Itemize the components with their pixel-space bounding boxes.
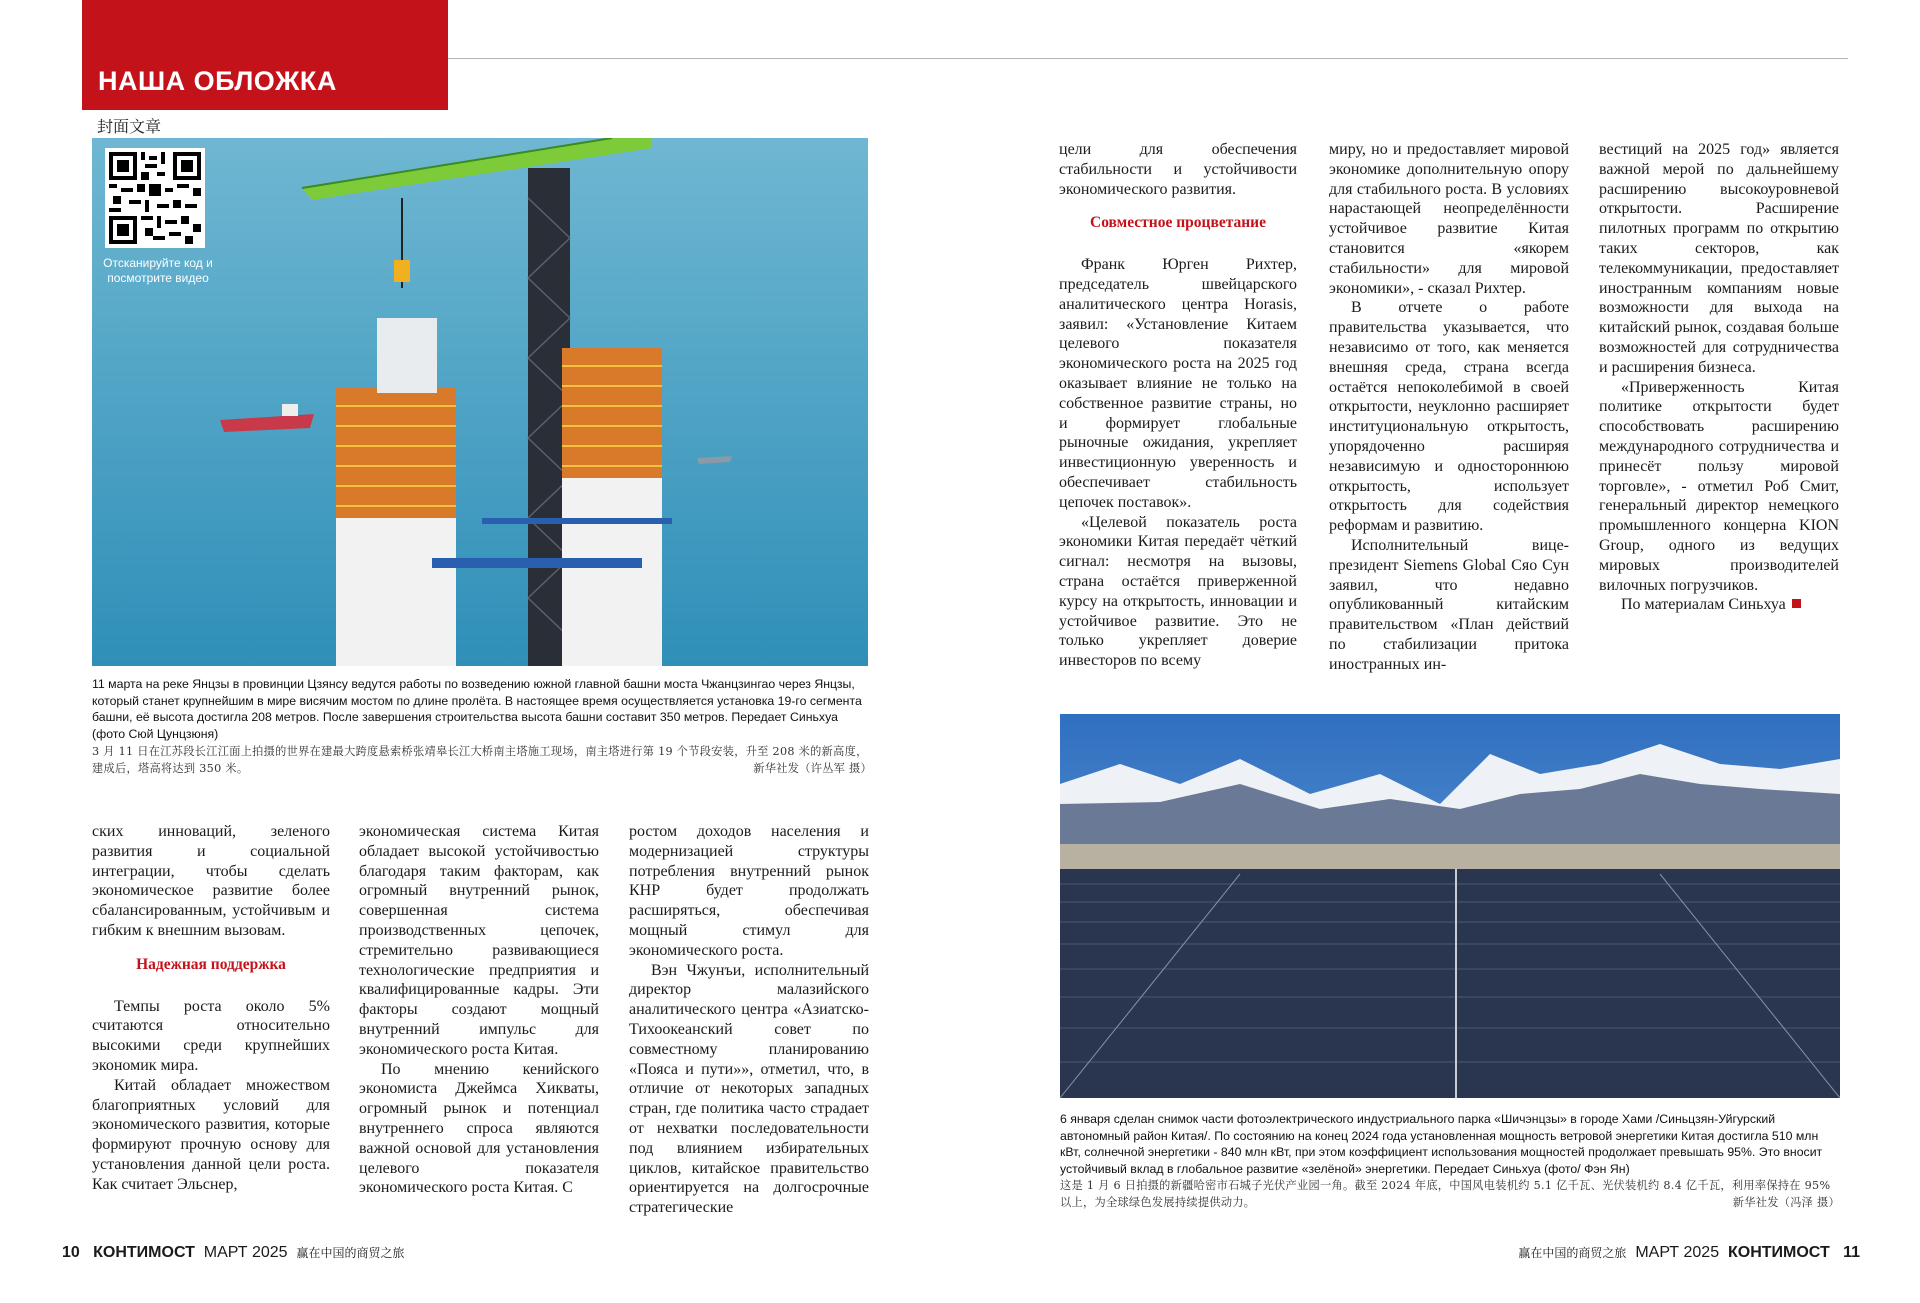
- left-page-number: 10: [62, 1244, 80, 1261]
- right-column-2: [1329, 140, 1569, 675]
- paragraph: экономическая система Китая обладает высокой устойчивостью благодаря таким факторам, как огромный внутренний рынок, совершенная система производственных цепочек, стремительно развивающиеся технологические предприятия и квалифицированные кадры. Эти факторы создают мощный внутренний импульс для экономического роста Китая.: [359, 823, 599, 1058]
- paragraph: По мнению кенийского экономиста Джеймса Хикваты, огромный рынок и потенциал внутреннего спроса являются важной основой для установления целевого показателя экономического роста Китая. С: [359, 1060, 599, 1197]
- paragraph: ростом доходов населения и модернизацией структуры потребления внутренний рынок КНР будет продолжать расширяться, обеспечивая мощный стимул для экономического роста.: [629, 823, 869, 959]
- right-page-number: 11: [1843, 1244, 1860, 1261]
- photo2-caption-cn: [1060, 1177, 1840, 1211]
- left-page-footer: [62, 1244, 404, 1262]
- section-title: НАША ОБЛОЖКА: [98, 66, 337, 96]
- section-subtitle-cn: 封面文章: [97, 117, 162, 136]
- top-divider: [448, 58, 1848, 59]
- left-column-1: [92, 822, 330, 1195]
- right-column-3: [1599, 140, 1839, 615]
- paragraph: В отчете о работе правительства указывается, что независимо от того, как меняется внешняя среда, страна всегда остаётся непоколебимой в своей открытости, неуклонно расширяет институциональную открытость, упорядоченно расширяя независимую и одностороннюю открытость, использует открытость для содействия реформам и развитию.: [1329, 299, 1569, 535]
- paragraph: вестиций на 2025 год» является важной мерой по дальнейшему расширению высокоуровневой открытости. Расширение пилотных программ по открытию таких секторов, как телекоммуникации, предоставляет иностранным компаниям новые возможности для выхода на китайский рынок, создавая больше возможностей для сотрудничества и расширения бизнеса.: [1599, 141, 1839, 376]
- photo1-caption-ru: 11 марта на реке Янцзы в провинции Цзянсу ведутся работы по возведению южной главной башни моста Чжанцзингао через Янцзы, который станет крупнейшим в мире висячим мостом по длине пролёта. В настоящее время осуществляется установка 19-го сегмента башни, её высота достигла 208 метров. После завершения строительства высота башни составит 350 метров. Передает Синьхуа (фото Сюй Цунцзюня): [92, 677, 862, 741]
- paragraph: Вэн Чжунъи, исполнительный директор малазийского аналитического центра «Азиатско-Тихоокеанский совет по совместному планированию «Пояса и пути»», отметил, что, в отличие от некоторых западных стран, где политика часто страдает от нехватки последовательности под влиянием избирательных циклов, китайское правительство ориентируется на долгосрочные стратегические: [629, 961, 869, 1217]
- photo1-caption-cn-text: 3 月 11 日在江苏段长江江面上拍摄的世界在建最大跨度悬索桥张靖皋长江大桥南主塔施工现场，南主塔进行第 19 个节段安装，升至 208 米的新高度，建成后，塔高将达到 350 米。: [92, 745, 868, 775]
- paragraph: Китай обладает множеством благоприятных условий для экономического развития, которые формируют прочную основу для установления данной цели роста. Как считает Эльснер,: [92, 1076, 330, 1193]
- magazine-name: КОНТИМОСТ: [1727, 1244, 1830, 1261]
- photo2-caption-cn-text: 这是 1 月 6 日拍摄的新疆哈密市石城子光伏产业园一角。截至 2024 年底，中国风电装机约 5.1 亿千瓦、光伏装机约 8.4 亿千瓦，利用率保持在 95% 以上，为全球绿色发展持续提供动力。: [1060, 1179, 1831, 1209]
- subheading-support: Надежная поддержка: [136, 955, 286, 973]
- left-column-3: [629, 822, 869, 1218]
- photo1-caption-cn: [92, 743, 872, 777]
- issue-date: МАРТ 2025: [203, 1244, 288, 1261]
- magazine-name: КОНТИМОСТ: [93, 1244, 195, 1261]
- photo1-credit-cn: 新华社发（许丛军 摄）: [753, 762, 872, 775]
- paragraph: «Приверженность Китая политике открытости будет способствовать расширению международного сотрудничества и принесёт пользу мировой торговле», - отметил Роб Смит, генеральный директор немецкого промышленного концерна KION Group, одного из ведущих мировых производителей вилочных погрузчиков.: [1599, 378, 1839, 594]
- source-text: По материалам Синьхуа: [1621, 596, 1786, 614]
- paragraph: ских инноваций, зеленого развития и социальной интеграции, чтобы сделать экономическое развитие более сбалансированным, устойчивым и гибким к внешним вызовам.: [92, 823, 330, 939]
- qr-code-icon[interactable]: [105, 148, 205, 248]
- solar-park-photo: [1060, 714, 1840, 1098]
- paragraph: «Целевой показатель роста экономики Китая передаёт чёткий сигнал: несмотря на вызовы, страна остаётся приверженной курсу на открытость, инновации и устойчивое развитие. Это не только укрепляет доверие инвесторов по всему: [1059, 513, 1297, 670]
- paragraph: цели для обеспечения стабильности и устойчивости экономического развития.: [1059, 141, 1297, 198]
- photo2-caption-ru: 6 января сделан снимок части фотоэлектрического индустриального парка «Шичэнцзы» в городе Хами /Синьцзян-Уйгурский автономный район Китая/. По состоянию на конец 2024 года установленная мощность ветровой энергетики Китая достигла 510 млн кВт, солнечной энергетики - 840 млн кВт, при этом коэффициент использования мощностей продолжает превышать 95%. Это вносит устойчивый вклад в глобальное развитие «зелёной» энергетики. Передает Синьхуа (фото/ Фэн Ян): [1060, 1112, 1823, 1176]
- qr-instruction: Отсканируйте код и посмотрите видео: [103, 256, 213, 285]
- paragraph: Темпы роста около 5% считаются относительно высокими среди крупнейших экономик мира.: [92, 997, 330, 1074]
- subheading-prosperity: Совместное процветание: [1090, 214, 1266, 232]
- end-of-article-mark: [1792, 599, 1801, 608]
- source-line: [1599, 595, 1839, 615]
- slogan-cn: 赢在中国的商贸之旅: [1518, 1246, 1627, 1260]
- left-column-2: [359, 822, 599, 1198]
- slogan-cn: 赢在中国的商贸之旅: [296, 1246, 405, 1260]
- right-page-footer: [1518, 1244, 1860, 1262]
- paragraph: Исполнительный вице-президент Siemens Global Сяо Сун заявил, что недавно опубликованный китайским правительством «План действий по стабилизации притока иностранных ин-: [1329, 536, 1569, 673]
- photo2-credit-cn: 新华社发（冯泽 摄）: [1732, 1196, 1840, 1209]
- right-column-1: [1059, 140, 1297, 671]
- paragraph: Франк Юрген Рихтер, председатель швейцарского аналитического центра Horasis, заявил: «Установление Китаем целевого показателя экономического роста на 2025 год оказывает влияние не только на собственное развитие страны, но и формирует глобальные рыночные ожидания, укрепляет инвестиционную уверенность и обеспечивает стабильность цепочек поставок».: [1059, 256, 1297, 511]
- bridge-tower-photo: [92, 138, 868, 666]
- paragraph: миру, но и предоставляет мировой экономике дополнительную опору для стабильного роста. В условиях нарастающей неопределённости устойчивое развитие Китая становится «якорем стабильности» для мировой экономики», - сказал Рихтер.: [1329, 141, 1569, 297]
- issue-date: МАРТ 2025: [1635, 1244, 1720, 1261]
